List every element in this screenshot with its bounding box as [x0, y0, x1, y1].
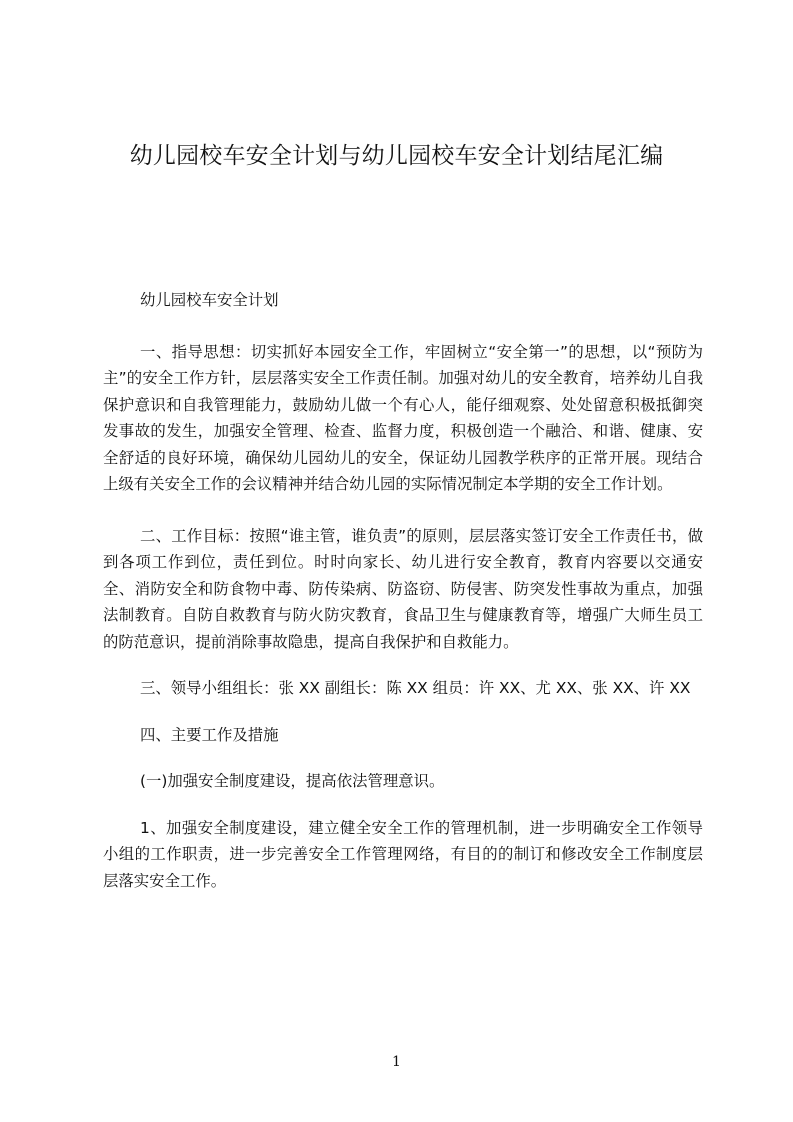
document-body [103, 287, 703, 894]
paragraph-guiding-thought: 一、指导思想：切实抓好本园安全工作，牢固树立“安全第一”的思想，以“预防为主”的安全工作方针，层层落实安全工作责任制。加强对幼儿的安全教育，培养幼儿自我保护意识和自我管理能力，鼓励幼儿做一个有心人，能仔细观察、处处留意积极抵御突发事故的发生，加强安全管理、检查、监督力度，积极创造一个融洽、和谐、健康、安全舒适的良好环境，确保幼儿园幼儿的安全，保证幼儿园教学秩序的正常开展。现结合上级有关安全工作的会议精神并结合幼儿园的实际情况制定本学期的安全工作计划。 [103, 342, 703, 493]
page-number: 1 [392, 1054, 401, 1070]
paragraph-work-goal: 二、工作目标：按照“谁主管，谁负责”的原则，层层落实签订安全工作责任书，做到各项工作到位，责任到位。时时向家长、幼儿进行安全教育，教育内容要以交通安全、消防安全和防食物中毒、防传染病、防盗窃、防侵害、防突发性事故为重点，加强法制教育。自防自救教育与防火防灾教育，食品卫生与健康教育等，增强广大师生员工的防范意识，提前消除事故隐患，提高自我保护和自救能力。 [103, 526, 703, 651]
subsection-heading: (一)加强安全制度建设，提高依法管理意识。 [140, 772, 445, 790]
heading-main-work: 四、主要工作及措施 [140, 725, 279, 744]
paragraph-item-one: 1、加强安全制度建设，建立健全安全工作的管理机制，进一步明确安全工作领导小组的工作职责，进一步完善安全工作管理网络，有目的的制订和修改安全工作制度层层落实安全工作。 [103, 818, 703, 890]
paragraph-leadership: 三、领导小组组长：张 XX 副组长：陈 XX 组员：许 XX、尤 XX、张 XX、许 XX [140, 679, 691, 697]
document-title: 幼儿园校车安全计划与幼儿园校车安全计划结尾汇编 [129, 143, 664, 169]
section-title: 幼儿园校车安全计划 [140, 291, 279, 309]
